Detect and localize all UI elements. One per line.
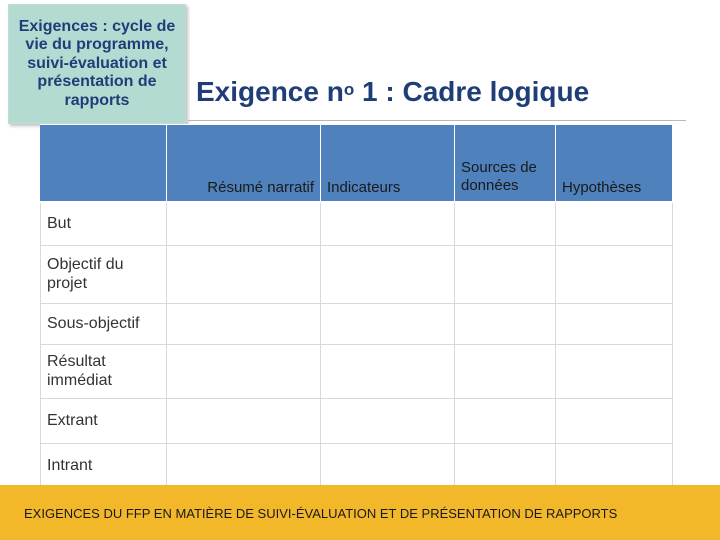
table-cell bbox=[455, 344, 556, 398]
table-cell bbox=[167, 443, 321, 488]
header-cell-indicators: Indicateurs bbox=[321, 125, 455, 203]
table-cell bbox=[321, 398, 455, 443]
table-cell bbox=[556, 344, 673, 398]
table-row bbox=[41, 443, 673, 488]
footer-text: EXIGENCES DU FFP EN MATIÈRE DE SUIVI-ÉVALUATION ET DE PRÉSENTATION DE RAPPORTS bbox=[24, 506, 618, 521]
slide-title-suffix: 1 : Cadre logique bbox=[354, 76, 590, 107]
table-header-row bbox=[41, 125, 673, 203]
row-label-input: Intrant bbox=[41, 443, 167, 488]
table-cell bbox=[167, 202, 321, 245]
header-cell-data-sources: Sources de données bbox=[455, 125, 556, 203]
row-label-sub-objective: Sous-objectif bbox=[41, 303, 167, 344]
table-row bbox=[41, 245, 673, 303]
row-label-project-objective: Objectif du projet bbox=[41, 245, 167, 303]
table-row bbox=[41, 398, 673, 443]
table-cell bbox=[556, 245, 673, 303]
table-row bbox=[41, 202, 673, 245]
table-cell bbox=[455, 202, 556, 245]
section-tag-text: Exigences : cycle de vie du programme, suivi-évaluation et présentation de rapports bbox=[18, 17, 176, 109]
table-cell bbox=[556, 202, 673, 245]
table-cell bbox=[321, 202, 455, 245]
table-cell bbox=[455, 443, 556, 488]
table-cell bbox=[455, 303, 556, 344]
logframe-table bbox=[40, 124, 673, 489]
table-row bbox=[41, 344, 673, 398]
table-cell bbox=[321, 245, 455, 303]
table-cell bbox=[556, 398, 673, 443]
table-cell bbox=[167, 398, 321, 443]
table-cell bbox=[556, 303, 673, 344]
table-cell bbox=[167, 344, 321, 398]
header-cell-stub bbox=[41, 125, 167, 203]
table-cell bbox=[321, 344, 455, 398]
table-cell bbox=[556, 443, 673, 488]
row-label-output: Extrant bbox=[41, 398, 167, 443]
section-tag bbox=[8, 4, 186, 124]
row-label-immediate-result: Résultat immédiat bbox=[41, 344, 167, 398]
slide-title-superscript: o bbox=[343, 80, 355, 99]
slide-title bbox=[196, 72, 589, 112]
table-cell bbox=[321, 443, 455, 488]
table-cell bbox=[167, 245, 321, 303]
table-cell bbox=[455, 245, 556, 303]
table-row bbox=[41, 303, 673, 344]
table-cell bbox=[455, 398, 556, 443]
table-cell bbox=[321, 303, 455, 344]
header-cell-assumptions: Hypothèses bbox=[556, 125, 673, 203]
table-cell bbox=[167, 303, 321, 344]
slide-title-prefix: Exigence n bbox=[196, 76, 344, 107]
row-label-goal: But bbox=[41, 202, 167, 245]
title-divider bbox=[188, 120, 686, 121]
header-cell-narrative-summary: Résumé narratif bbox=[167, 125, 321, 203]
